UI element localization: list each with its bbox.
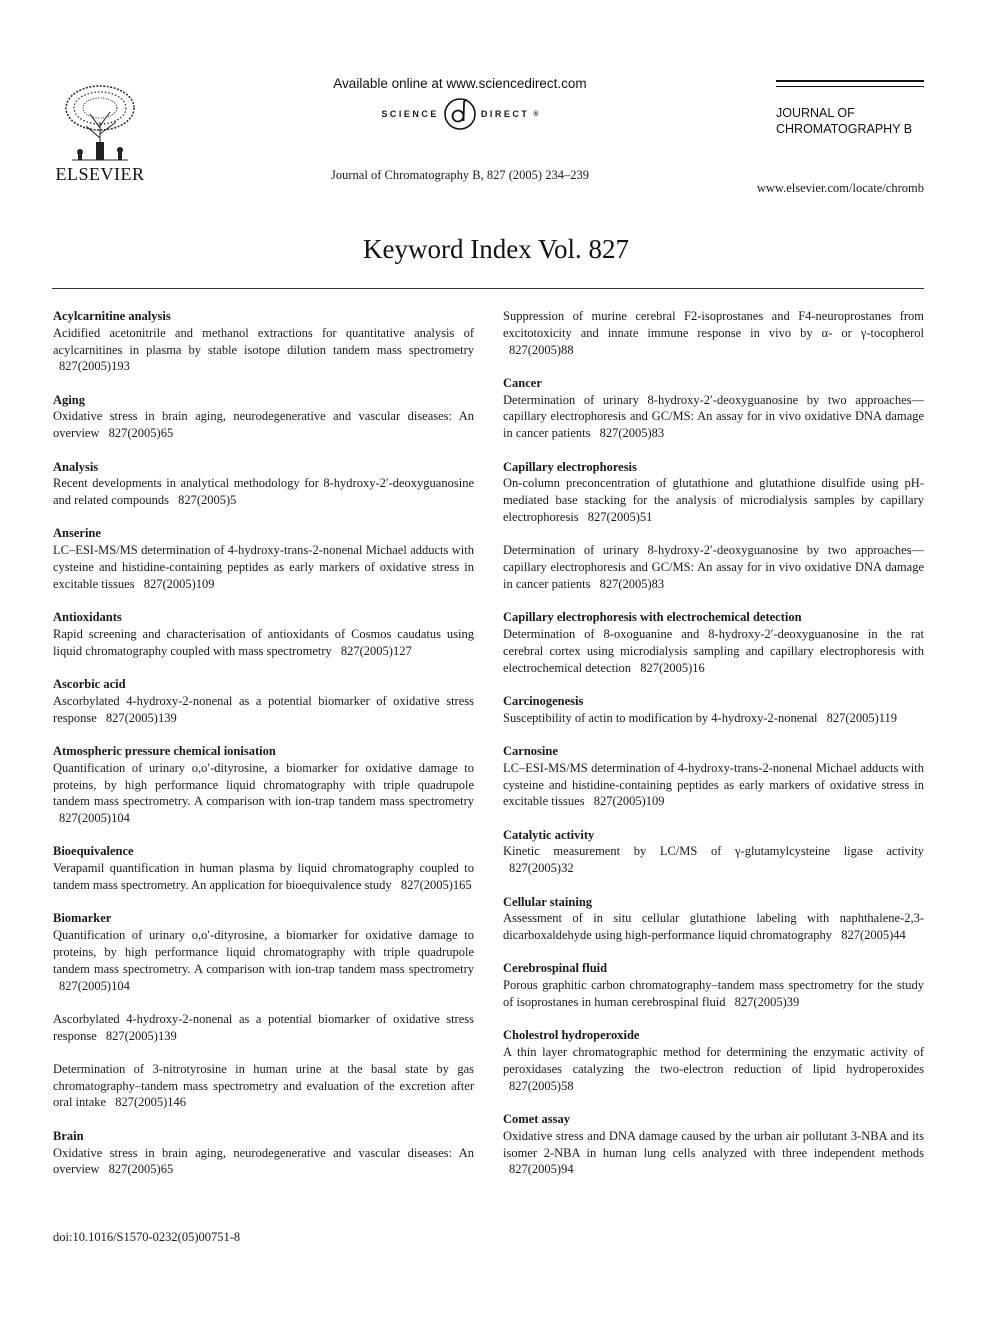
keyword-section [503,609,924,676]
entry-page-ref[interactable]: 827(2005)83 [599,576,665,591]
masthead-rule-thin [776,86,924,87]
keyword-section [503,375,924,442]
index-entry [503,1044,924,1094]
entry-page-ref[interactable]: 827(2005)119 [826,710,898,725]
keyword-heading: Carnosine [503,743,558,758]
index-entry [53,860,474,894]
keyword-section [503,960,924,1010]
entry-title: LC–ESI-MS/MS determination of 4-hydroxy-trans-2-nonenal Michael adducts with cysteine and histidine-containing peptides as early markers of oxidative stress in excitable tissues [503,760,924,809]
index-entry [503,1128,924,1178]
keyword-section [503,693,924,727]
entry-title: Recent developments in analytical methodology for 8-hydroxy-2′-deoxyguanosine and related compounds [53,476,474,508]
entry-page-ref[interactable]: 827(2005)104 [59,811,130,826]
elsevier-tree-icon [50,78,150,162]
index-entry [503,392,924,442]
sd-right-word: DIRECT [480,109,530,119]
entry-page-ref[interactable]: 827(2005)39 [734,995,800,1009]
entry-page-ref[interactable]: 827(2005)83 [599,426,665,441]
keyword-section [53,392,474,442]
available-online-text[interactable]: Available online at www.sciencedirect.com [333,76,587,91]
keyword-heading: Antioxidants [53,610,122,625]
entry-title: Porous graphitic carbon chromatography–tandem mass spectrometry for the study of isoprostanes in human cerebrospinal fluid [503,978,924,1009]
entry-page-ref[interactable]: 827(2005)109 [143,576,215,591]
keyword-heading: Comet assay [503,1111,571,1126]
entry-page-ref[interactable]: 827(2005)51 [587,509,653,524]
keyword-heading: Anserine [53,526,101,541]
sd-left-word: SCIENCE [381,109,439,119]
page-header [0,0,992,215]
index-entry [53,475,474,509]
index-entry [503,626,924,676]
page-title: Keyword Index Vol. 827 [363,234,629,264]
sciencedirect-banner [300,76,620,131]
journal-name-line1: JOURNAL OF [776,106,855,120]
keyword-section [53,843,474,893]
keyword-section [53,910,474,1111]
right-column [503,308,924,1195]
index-entry [53,927,474,994]
keyword-heading: Cancer [503,375,542,390]
keyword-heading: Catalytic activity [503,827,595,842]
index-entry [503,843,924,877]
masthead-rule-thick [776,80,924,82]
index-entry [53,408,474,442]
entry-title: LC–ESI-MS/MS determination of 4-hydroxy-trans-2-nonenal Michael adducts with cysteine and histidine-containing peptides as early markers of oxidative stress in excitable tissues [53,543,474,591]
keyword-section [53,525,474,592]
keyword-heading: Capillary electrophoresis [503,459,637,474]
keyword-heading: Cellular staining [503,894,593,909]
keyword-heading: Analysis [53,459,99,474]
index-entry [503,475,924,525]
entry-title: Assessment of in situ cellular glutathione labeling with naphthalene-2,3-dicarboxaldehyde using high-performance liquid chromatography [503,911,924,943]
entry-title: Oxidative stress in brain aging, neurodegenerative and vascular diseases: An overview [53,409,474,441]
index-entry [53,325,474,375]
entry-title: Rapid screening and characterisation of antioxidants of Cosmos caudatus using liquid chromatography coupled with mass spectrometry [53,626,474,658]
index-entry [53,1145,474,1179]
keyword-heading: Bioequivalence [53,844,134,859]
entry-title: A thin layer chromatographic method for determining the enzymatic activity of peroxidases catalyzing the two-electron reduction of lipid hydroperoxides [503,1045,924,1076]
entry-title: Determination of 3-nitrotyrosine in human urine at the basal state by gas chromatography–tandem mass spectrometry and evaluation of the excretion after oral intake [53,1061,474,1110]
entry-page-ref[interactable]: 827(2005)139 [105,1028,177,1043]
entry-page-ref[interactable]: 827(2005)88 [509,342,574,357]
keyword-heading: Atmospheric pressure chemical ionisation [53,743,276,758]
entry-page-ref[interactable]: 827(2005)32 [509,861,574,876]
keyword-section [503,1111,924,1178]
index-entry [53,542,474,592]
index-entry [503,910,924,944]
index-entry [503,760,924,810]
index-entry [53,1011,474,1045]
keyword-heading: Cholestrol hydroperoxide [503,1028,640,1043]
keyword-section [503,1027,924,1094]
sciencedirect-logo [300,97,620,131]
title-divider [52,288,924,289]
keyword-section [53,308,474,375]
sd-registered-mark: ® [533,110,539,118]
publisher-name: ELSEVIER [55,164,145,184]
entry-page-ref[interactable]: 827(2005)127 [340,643,412,658]
entry-title: Determination of 8-oxoguanine and 8-hydroxy-2′-deoxyguanosine in the rat cerebral cortex using microdialysis sampling and capillary electrophoresis with electrochemical detection [503,626,924,675]
entry-title: Quantification of urinary o,o′-dityrosine, a biomarker for oxidative damage to proteins, by high performance liquid chromatography with triple quadrupole tandem mass spectrometry. A comparison with ion-trap tandem mass spectrometry [53,760,474,809]
entry-title: Determination of urinary 8-hydroxy-2′-deoxyguanosine by two approaches—capillary electrophoresis and GC/MS: An assay for in vivo oxidative DNA damage in cancer patients [503,543,924,591]
keyword-section [53,743,474,827]
index-entry [53,760,474,827]
journal-citation: Journal of Chromatography B, 827 (2005) 234–239 [331,168,589,182]
entry-page-ref[interactable]: 827(2005)65 [108,426,174,441]
keyword-heading: Cerebrospinal fluid [503,961,608,976]
entry-page-ref[interactable]: 827(2005)65 [108,1162,174,1177]
elsevier-logo [50,78,150,186]
keyword-section [503,308,924,358]
entry-page-ref[interactable]: 827(2005)5 [178,493,237,508]
keyword-heading: Brain [53,1128,84,1143]
keyword-section [53,1128,474,1178]
index-entry [503,710,924,727]
entry-title: Acidified acetonitrile and methanol extractions for quantitative analysis of acylcarnitines in plasma by stable isotope dilution tandem mass spectrometry [53,325,474,357]
keyword-heading: Acylcarnitine analysis [53,309,171,323]
keyword-heading: Capillary electrophoresis with electrochemical detection [503,610,802,625]
entry-page-ref[interactable]: 827(2005)16 [640,660,705,675]
entry-title: Kinetic measurement by LC/MS of γ-glutamylcysteine ligase activity [503,844,924,859]
entry-title: Oxidative stress and DNA damage caused by the urban air pollutant 3-NBA and its isomer 2-NBA in human lung cells analyzed with three independent methods [503,1128,924,1160]
keyword-section [53,459,474,509]
index-entry [53,626,474,660]
entry-title: On-column preconcentration of glutathione and glutathione disulfide using pH-mediated base stacking for the analysis of microdialysis samples by capillary electrophoresis [503,476,924,524]
index-entry [503,977,924,1011]
entry-page-ref[interactable]: 827(2005)44 [841,928,906,943]
journal-url[interactable]: www.elsevier.com/locate/chromb [756,181,924,195]
entry-title: Quantification of urinary o,o′-dityrosine, a biomarker for oxidative damage to proteins, by high performance liquid chromatography with triple quadrupole tandem mass spectrometry. A comparison with ion-trap tandem mass spectrometry [53,928,474,976]
index-entry [503,542,924,592]
entry-page-ref[interactable]: 827(2005)104 [59,978,130,993]
index-entry [503,308,924,358]
entry-page-ref[interactable]: 827(2005)146 [115,1095,187,1110]
sd-at-icon [443,97,477,131]
keyword-heading: Carcinogenesis [503,693,584,708]
entry-title: Verapamil quantification in human plasma by liquid chromatography coupled to tandem mass spectrometry. An application for bioequivalence study [53,861,474,893]
entry-title: Susceptibility of actin to modification by 4-hydroxy-2-nonenal [503,710,818,725]
keyword-section [503,743,924,810]
keyword-heading: Biomarker [53,911,112,926]
entry-title: Suppression of murine cerebral F2-isoprostanes and F4-neuroprostanes from excitotoxicity and innate immune response in vivo by α- or γ-tocopherol [503,309,924,340]
entry-page-ref[interactable]: 827(2005)94 [509,1162,574,1177]
entry-page-ref[interactable]: 827(2005)139 [105,710,177,725]
keyword-heading: Ascorbic acid [53,677,126,692]
journal-name-line2: CHROMATOGRAPHY B [776,122,913,136]
entry-page-ref[interactable]: 827(2005)58 [509,1078,574,1093]
doi-footer: doi:10.1016/S1570-0232(05)00751-8 [53,1230,241,1244]
keyword-section [53,609,474,659]
keyword-section [503,459,924,593]
entry-title: Oxidative stress in brain aging, neurodegenerative and vascular diseases: An overview [53,1145,474,1177]
keyword-section [503,894,924,944]
entry-page-ref[interactable]: 827(2005)109 [593,794,665,809]
entry-title: Determination of urinary 8-hydroxy-2′-deoxyguanosine by two approaches—capillary electrophoresis and GC/MS: An assay for in vivo oxidative DNA damage in cancer patients [503,392,924,441]
index-entry [53,1061,474,1111]
keyword-section [503,827,924,877]
entry-page-ref[interactable]: 827(2005)193 [59,359,130,374]
keyword-heading: Aging [53,392,85,407]
entry-page-ref[interactable]: 827(2005)165 [400,878,472,893]
entry-title: Ascorbylated 4-hydroxy-2-nonenal as a potential biomarker of oxidative stress response [53,693,474,725]
keyword-section [53,676,474,726]
journal-masthead [776,80,924,137]
entry-title: Ascorbylated 4-hydroxy-2-nonenal as a potential biomarker of oxidative stress response [53,1011,474,1043]
index-entry [53,693,474,727]
left-column [53,308,474,1195]
